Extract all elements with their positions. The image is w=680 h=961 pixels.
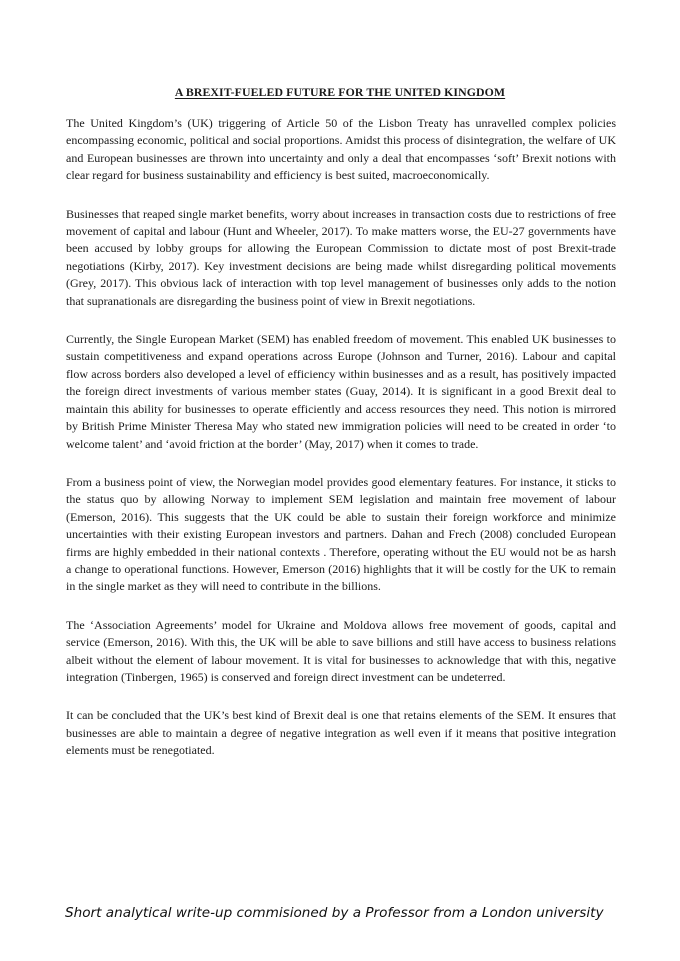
paragraph-intro: The United Kingdom’s (UK) triggering of Article 50 of the Lisbon Treaty has unravelled complex policies encompassing economic, political and social proportions. Amidst this process of disintegration, the welfare of UK and European businesses are thrown into uncertainty and only a deal that encompasses ‘soft’ Brexit notions with clear regard for business sustainability and efficiency is best suited, macroeconomically. [66, 116, 616, 183]
footer-caption: Short analytical write-up commisioned by a Professor from a London university [65, 905, 604, 921]
paragraph-association-agreements: The ‘Association Agreements’ model for Ukraine and Moldova allows free movement of goods, capital and service (Emerson, 2016). With this, the UK will be able to save billions and still have access to business relations albeit without the element of labour movement. It is vital for businesses to acknowledge that with this, negative integration (Tinbergen, 1965) is conserved and foreign direct investment can be undeterred. [66, 617, 616, 684]
document-title: A BREXIT-FUELED FUTURE FOR THE UNITED KINGDOM [174, 85, 506, 99]
paragraph-conclusion: It can be concluded that the UK’s best kind of Brexit deal is one that retains elements of the SEM. It ensures that businesses are able to maintain a degree of negative integration as well even if it means that positive integration elements must be renegotiated. [66, 708, 616, 758]
paragraph-single-european-market: Currently, the Single European Market (SEM) has enabled freedom of movement. This enabled UK businesses to sustain competitiveness and expand operations across Europe (Johnson and Turner, 2016). Labour and capital flow across borders also developed a level of efficiency within businesses and as a result, has positively impacted the foreign direct investments of various member states (Guay, 2014). It is significant in a good Brexit deal to maintain this ability for businesses to operate efficiently and access resources they need. This notion is mirrored by British Prime Minister Theresa May who stated new immigration policies will need to be created in order ‘to welcome talent’ and ‘avoid friction at the border’ (May, 2017) when it comes to trade. [66, 332, 616, 451]
document-body [66, 115, 616, 781]
paragraph-norwegian-model: From a business point of view, the Norwegian model provides good elementary features. For instance, it sticks to the status quo by allowing Norway to implement SEM legislation and maintain free movement of labour (Emerson, 2016). This suggests that the UK could be able to sustain their foreign workforce and minimize uncertainties with their existing European investors and partners. Dahan and Frech (2008) concluded European firms are highly embedded in their national contexts . Therefore, operating without the EU would not be as harsh a change to operational functions. However, Emerson (2016) highlights that it will be costly for the UK to remain in the single market as they will need to contribute in the billions. [66, 474, 616, 594]
paragraph-single-market-benefits: Businesses that reaped single market benefits, worry about increases in transaction costs due to restrictions of free movement of capital and labour (Hunt and Wheeler, 2017). To make matters worse, the EU-27 governments have been accused by lobby groups for allowing the European Commission to dictate most of post Brexit-trade negotiations (Kirby, 2017). Key investment decisions are being made whilst disregarding political movements (Grey, 2017). This obvious lack of interaction with top level management of businesses only adds to the notion that supranationals are disregarding the business point of view in Brexit negotiations. [66, 206, 616, 308]
